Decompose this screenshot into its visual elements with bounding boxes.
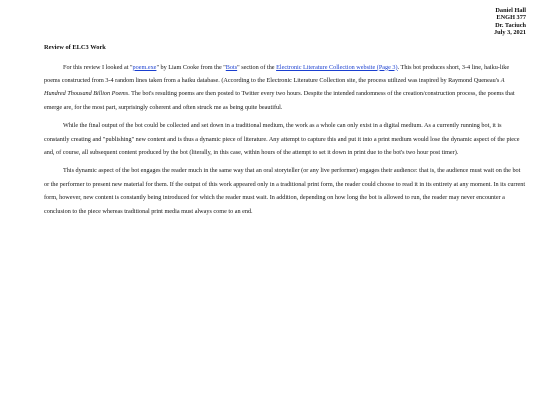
paragraph-3: This dynamic aspect of the bot engages the reader much in the same way that an oral storyteller (or any live performer) engages their audience: that is, the audience must wait on the bot or the performer to present new material for them. If the output of this work appeared only in a traditional print form, the reader could choose to read it in its entirety at any moment. In its current form, however, new content is constantly being introduced for which the reader must wait. In addition, depending on how long the bot is allowed to run, the reader may never encounter a conclusion to the piece whereas traditional print media must always come to an end. xyxy=(44,167,526,215)
document-title: Review of ELC3 Work xyxy=(44,43,106,51)
bots-link[interactable]: Bots xyxy=(225,63,238,71)
paragraph-2: While the final output of the bot could be collected and set down in a traditional medium, the work as a whole can only exist in a digital medium. As a currently running bot, it is constantly creating and "publishing" new content and is thus a dynamic piece of literature. Any attempt to capture this and put it into a print medium would lose the dynamic aspect of the piece and, of course, all subsequent content produced by the bot (literally, in this case, within hours of the attempt to set it down in print due to the bot's two hour post timer). xyxy=(44,122,520,157)
author-header xyxy=(44,7,526,37)
paragraph-1-text-1: For this review I looked at " xyxy=(63,63,133,71)
instructor-name: Dr. Taciuch xyxy=(495,21,526,29)
paragraph-1-text-2: " by Liam Cooke from the " xyxy=(156,63,226,71)
poem-exe-link[interactable]: poem.exe xyxy=(132,63,157,71)
elc-website-link[interactable]: Electronic Literature Collection website (Page 3) xyxy=(276,63,398,71)
paragraph-1-text-5: . The bot's resulting poems are then posted to Twitter every two hours. Despite the intended randomness of the creation/construction process, the poems that emerge are, for the most part, surprisingly coherent and often struck me as being quite beautiful. xyxy=(44,90,515,111)
book-title-italic: A Hundred Thousand Billion Poems xyxy=(44,77,505,98)
paragraph-1 xyxy=(44,61,526,115)
author-name: Daniel Hall xyxy=(495,7,526,14)
paragraph-1-text-4: . This bot produces short, 3-4 line, haiku-like poems constructed from 3-4 random lines taken from a haiku database. (According to the Electronic Literature Collection site, the process utilized was inspired by Raymond Queneau's xyxy=(44,63,510,85)
paragraph-1-text-3: " section of the xyxy=(237,63,277,71)
document-date: July 3, 2021 xyxy=(493,29,526,37)
course-code: ENGH 377 xyxy=(496,14,526,22)
